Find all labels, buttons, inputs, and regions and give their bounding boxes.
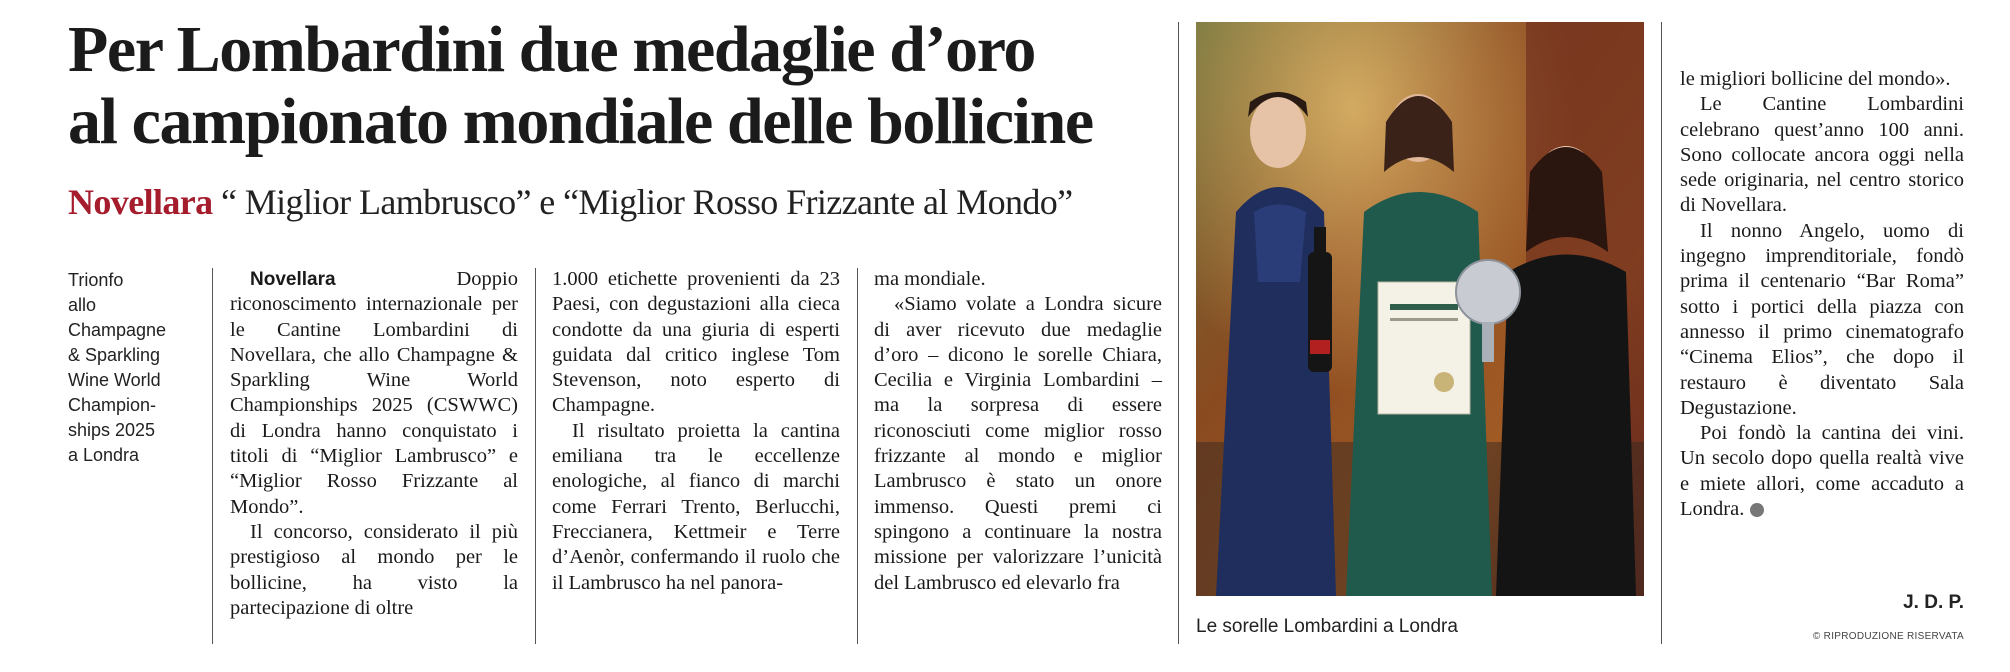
end-mark-icon <box>1750 503 1764 517</box>
paragraph <box>230 267 518 520</box>
sidebar-line: Champion- <box>68 395 157 415</box>
paragraph: Il risultato proietta la cantina emiliana tra le eccellenze enologiche, al fianco di marchi come Ferrari Trento, Berlucchi, Freccianera, Kettmeir e Terre d’Aenòr, confermando il ruolo che il Lambrusco ha nel panora- <box>552 419 840 594</box>
subtitle <box>68 180 1178 224</box>
headline-line-2: al campionato mondiale delle bollicine <box>68 85 1093 158</box>
sidebar-line: & Sparkling <box>68 345 161 365</box>
paragraph-text: Doppio riconoscimento internazionale per le Cantine Lombardini di Novellara, che allo Champagne & Sparkling Wine World Championships 2025 (CSWWC) di Londra hanno conquistato i titoli di “Miglior Lambrusco” e “Miglior Rosso Frizzante al Mondo”. <box>230 268 518 518</box>
paragraph: 1.000 etichette provenienti da 23 Paesi, con degustazioni alla cieca condotte da una giuria di esperti guidata dal critico inglese Tom Stevenson, noto esperto di Champagne. <box>552 268 840 417</box>
paragraph <box>1680 421 1964 522</box>
paragraph: Il nonno Angelo, uomo di ingegno imprenditoriale, fondò prima il centenario “Bar Roma” sotto i portici della piazza con annesso il primo cinematografo “Cinema Elios”, che dopo il restauro è diventato Sala Degustazione. <box>1680 219 1964 419</box>
sidebar-line: a Londra <box>68 445 140 465</box>
photo-illustration <box>1196 22 1644 596</box>
sidebar-line: ships 2025 <box>68 420 156 440</box>
photo-caption: Le sorelle Lombardini a Londra <box>1196 616 1458 637</box>
paragraph: Le Cantine Lombardini celebrano quest’anno 100 anni. Sono collocate ancora oggi nella sede originaria, nel centro storico di Novellara. <box>1680 93 1964 217</box>
sidebar-line: allo <box>68 295 97 315</box>
sidebar-line: Wine World <box>68 370 161 390</box>
paragraph: ma mondiale. <box>874 268 986 290</box>
column-divider <box>857 268 858 644</box>
headline <box>68 14 1178 158</box>
sidebar-line: Trionfo <box>68 270 124 290</box>
sidebar-teaser <box>68 268 196 468</box>
article-column-3 <box>874 267 1162 596</box>
column-divider <box>1178 22 1179 644</box>
subtitle-location: Novellara <box>68 182 213 222</box>
paragraph: Il concorso, considerato il più prestigioso al mondo per le bollicine, ha visto la partecipazione di oltre <box>230 520 518 619</box>
paragraph: «Siamo volate a Londra sicure di aver ricevuto due medaglie d’oro – dicono le sorelle Chiara, Cecilia e Virginia Lombardini – ma la sorpresa di essere riconosciuti come miglior rosso frizzante al mondo e miglior Lambrusco è stato un onore immenso. Questi premi ci spingono a continuare la nostra missione per valorizzare l’unicità del Lambrusco ed elevarlo fra <box>874 293 1162 594</box>
dateline: Novellara <box>250 269 336 290</box>
paragraph: le migliori bollicine del mondo». <box>1680 68 1951 90</box>
article-column-4 <box>1680 67 1964 522</box>
photo-lombardini-sisters <box>1196 22 1644 596</box>
column-divider <box>535 268 536 644</box>
copyright-notice: © RIPRODUZIONE RISERVATA <box>1812 631 1964 642</box>
author-signature: J. D. P. <box>1903 592 1964 613</box>
article-column-2 <box>552 267 840 596</box>
column-divider <box>1661 22 1662 644</box>
column-divider <box>212 268 213 644</box>
subtitle-text: “ Miglior Lambrusco” e “Miglior Rosso Frizzante al Mondo” <box>212 182 1073 222</box>
paragraph-text: Poi fondò la cantina dei vini. Un secolo dopo quella realtà vive e miete allori, come accaduto a Londra. <box>1680 422 1964 521</box>
article-column-1 <box>230 267 518 621</box>
headline-line-1: Per Lombardini due medaglie d’oro <box>68 13 1036 86</box>
sidebar-line: Champagne <box>68 320 167 340</box>
